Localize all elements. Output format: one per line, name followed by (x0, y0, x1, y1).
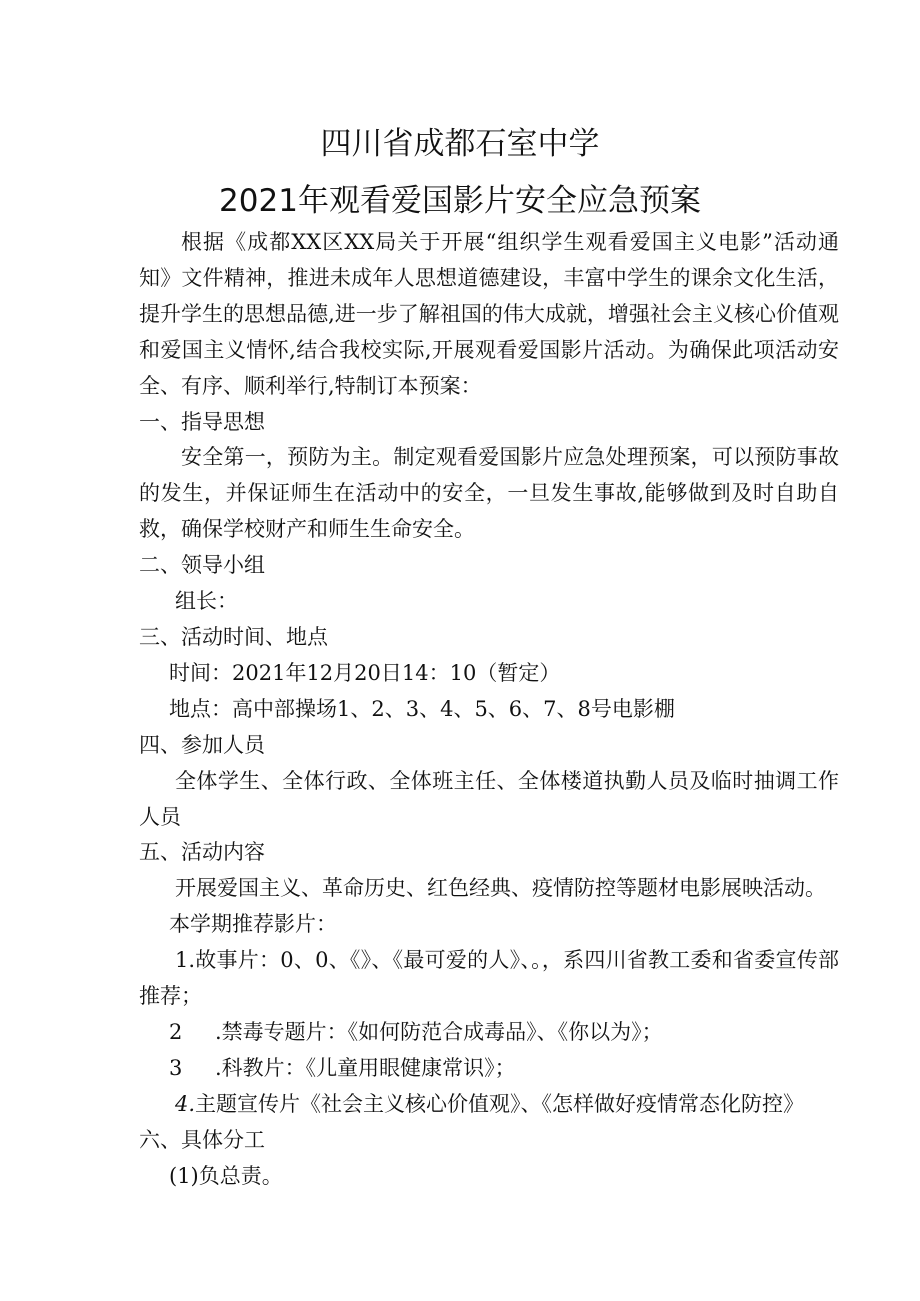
intro-paragraph: 根据《成都XX区XX局关于开展“组织学生观看爱国主义电影”活动通知》文件精神，推进未成年人思想道德建设，丰富中学生的课余文化生活，提升学生的思想品德,进一步了解祖国的伟大成就，增强社会主义核心价值观和爱国主义情怀,结合我校实际,开展观看爱国影片活动。为确保此项活动安全、有序、顺利举行,特制订本预案： (139, 230, 839, 398)
participants-paragraph: 全体学生、全体行政、全体班主任、全体楼道执勤人员及临时抽调工作人员 (139, 768, 839, 829)
document-title-school: 四川省成都石室中学 (320, 126, 600, 162)
recommended-film-item-3 (139, 1051, 839, 1087)
activity-content-paragraph: 开展爱国主义、革命历史、红色经典、疫情防控等题材电影展映活动。 (175, 876, 826, 901)
item-2-text: .禁毒专题片：《如何防范合成毒品》、《你以为》； (215, 1019, 663, 1044)
section-heading-activity-content: 五、活动内容 (139, 840, 265, 865)
guiding-ideology-paragraph: 安全第一，预防为主。制定观看爱国影片应急处理预案，可以预防事故的发生，并保证师生在活动中的安全，一旦发生事故,能够做到及时自助自救，确保学校财产和师生生命安全。 (139, 445, 839, 542)
recommended-film-item-1: 1.故事片：0、0、《》、《最可爱的人》、。，系四川省教工委和省委宣传部推荐； (139, 948, 839, 1009)
activity-place-line: 地点：高中部操场1、2、3、4、5、6、7、8号电影棚 (169, 696, 675, 721)
section-heading-participants: 四、参加人员 (139, 732, 265, 757)
activity-time-line: 时间：2021年12月20日14：10（暂定） (169, 660, 561, 685)
group-leader-line: 组长： (175, 589, 238, 614)
section-heading-division-of-work: 六、具体分工 (139, 1127, 265, 1152)
document-title-plan: 2021年观看爱国影片安全应急预案 (219, 183, 701, 219)
item-3-number: 3 (169, 1055, 183, 1080)
document-body (139, 225, 839, 1194)
item-4-text: 主题宣传片《社会主义核心价值观》、《怎样做好疫情常态化防控》 (195, 1091, 805, 1116)
section-heading-guiding-ideology: 一、指导思想 (139, 409, 265, 434)
recommended-films-label: 本学期推荐影片： (169, 912, 337, 937)
section-heading-time-place: 三、活动时间、地点 (139, 624, 328, 649)
item-4-number: 4. (175, 1091, 196, 1116)
division-item-1: (1)负总责。 (169, 1163, 283, 1188)
item-2-number: 2 (169, 1019, 183, 1044)
item-3-text: .科教片：《儿童用眼健康常识》； (215, 1055, 516, 1080)
recommended-film-item-4 (139, 1087, 839, 1123)
section-heading-leadership-group: 二、领导小组 (139, 553, 265, 578)
recommended-film-item-2 (139, 1015, 839, 1051)
